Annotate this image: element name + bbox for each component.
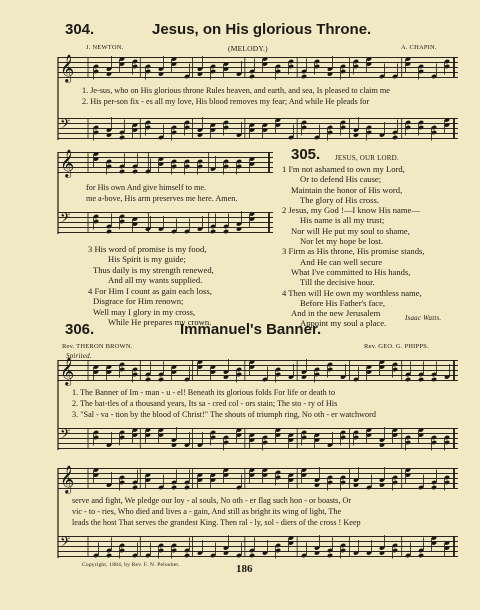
hymn-305-number: 305.: [291, 146, 321, 163]
verse-line: And in the new Jerusalem: [291, 308, 381, 319]
verse-line: Disgrace for Him renown;: [93, 296, 184, 307]
hymn-306-number: 306.: [65, 321, 95, 338]
note-head: [171, 485, 177, 490]
verse-line: His name is all my trust;: [300, 215, 385, 226]
note-head: [223, 550, 229, 555]
note-head: [249, 553, 255, 558]
hymn-304-author: J. NEWTON.: [86, 44, 124, 51]
note-head: [301, 74, 307, 79]
note-head: [132, 485, 138, 490]
verse-line: 4 Then will He own my worthless name,: [282, 287, 422, 298]
note-head: [158, 71, 164, 76]
hymn-306-title: Immanuel's Banner.: [180, 321, 322, 338]
note-head: [119, 169, 125, 174]
note-head: [197, 71, 203, 76]
note-head: [314, 482, 320, 487]
verse-line: Nor let my hope be lost.: [300, 236, 384, 247]
verse-line: Till the decisive hour.: [300, 277, 375, 288]
note-head: [379, 482, 385, 487]
treble-clef-icon: 𝄞: [60, 357, 75, 385]
note-head: [236, 226, 242, 231]
note-head: [158, 377, 164, 382]
note-head: [301, 374, 307, 379]
hymn-304-lyric-line-2: 2. His per-son fix - es all my love, His blood removes my fear; And while He pleads for: [82, 97, 370, 106]
verse-line: Well may I glory in my cross,: [93, 306, 196, 317]
verse-line: 2 Jesus, my God !—I know His name—: [282, 205, 420, 216]
hymn-305-author: Isaac Watts.: [405, 314, 442, 322]
note-head: [327, 71, 333, 76]
hymn-305-title: JESUS, OUR LORD.: [335, 154, 399, 162]
note-head: [249, 74, 255, 79]
note-head: [418, 553, 424, 558]
note-head: [418, 377, 424, 382]
note-head: [223, 229, 229, 234]
hymn-306-lyric-line-5: vic - to - ries, Who died and lives a - gain, And still as bright its wing of light, The: [72, 507, 342, 516]
verse-line: His Spirit is my guide;: [108, 254, 186, 265]
page-number: 186: [236, 563, 253, 575]
verse-line: Thus daily is my strength renewed,: [93, 264, 214, 275]
note-head: [106, 71, 112, 76]
hymn-304-title: Jesus, on His glorious Throne.: [152, 21, 372, 38]
hymn-306-composer: Rev. GEO. G. PHIPPS.: [364, 343, 429, 350]
verse-line: Or to defend His cause;: [300, 174, 382, 185]
treble-clef-icon: 𝄞: [60, 54, 75, 82]
note-head: [171, 442, 177, 447]
note-head: [210, 229, 216, 234]
note-head: [431, 377, 437, 382]
note-head: [132, 169, 138, 174]
verse-line: And all my wants supplied.: [108, 274, 203, 285]
verse-line: 4 For Him I count as gain each loss,: [88, 286, 212, 296]
note-head: [353, 482, 359, 487]
treble-clef-icon: 𝄞: [60, 465, 75, 493]
hymn-306-author: Rev. THERON BROWN.: [62, 343, 133, 350]
note-head: [392, 135, 398, 140]
hymn-304-lyric-line-1: 1. Je-sus, who on His glorious throne Rules heaven, and earth, and sea, Is pleased to claim me: [82, 86, 390, 95]
note-head: [379, 550, 385, 555]
verse-line: Maintain the honor of His word,: [291, 184, 403, 195]
verse-line: 3 His word of promise is my food,: [88, 244, 207, 254]
hymn-306-lyric-line-3: 3. "Sal - va - tion by the blood of Christ!" The shouts of triumph ring, No oth - er watchword: [72, 410, 376, 419]
verse-line: 3 Firm as His throne, His promise stands,: [282, 246, 425, 257]
bass-clef-icon: 𝄢: [60, 426, 71, 445]
hymn-306-lyric-line-4: serve and fight, We pledge our loy - al souls, No oth - er flag such hon - or boasts, Or: [72, 496, 352, 505]
verse-line: Nor will He put my soul to shame,: [291, 225, 410, 236]
note-head: [379, 442, 385, 447]
note-head: [223, 374, 229, 379]
note-head: [106, 553, 112, 558]
hymn-306-lyric-line-1: 1. The Banner of Im - man - u - el! Beneath its glorious folds For life or death to: [72, 388, 336, 397]
note-head: [106, 229, 112, 234]
verse-line: What I've committed to His hands,: [291, 266, 411, 277]
hymn-306-lyric-line-6: leads the host That serves the grandest King. Then ral - ly, sol - diers of the cross ! Keep: [72, 518, 361, 527]
copyright-note: Copyright, 1884, by Rev. F. N. Peloubet.: [82, 562, 180, 568]
note-head: [119, 135, 125, 140]
note-head: [314, 550, 320, 555]
verse-line: Appoint my soul a place.: [300, 318, 387, 329]
verse-line: 1 I'm not ashamed to own my Lord,: [282, 164, 405, 174]
note-head: [353, 132, 359, 137]
hymn-304-lyric-line-4: me a-bove, His arm preserves me here. Amen.: [86, 194, 238, 203]
note-head: [327, 553, 333, 558]
note-head: [184, 553, 190, 558]
note-head: [184, 485, 190, 490]
note-head: [106, 132, 112, 137]
note-head: [405, 377, 411, 382]
bass-clef-icon: 𝄢: [60, 116, 71, 135]
verse-line: And He can well secure: [300, 256, 383, 267]
note-head: [197, 132, 203, 137]
hymn-304-tune: (MELODY.): [228, 44, 268, 53]
hymn-304-composer: A. CHAPIN.: [401, 44, 437, 51]
verse-line: The glory of His cross.: [300, 194, 380, 205]
hymn-304-number: 304.: [65, 21, 95, 38]
treble-clef-icon: 𝄞: [60, 149, 75, 177]
bass-clef-icon: 𝄢: [60, 534, 71, 553]
hymn-304-lyric-line-3: for His own And give himself to me.: [86, 183, 207, 192]
note-head: [145, 377, 151, 382]
hymn-306-lyric-line-2: 2. The bat-tles of a thousand years, Its sa - cred col - ors stain; The sto - ry of His: [72, 399, 338, 408]
verse-line: Before His Father's face,: [300, 297, 386, 308]
hymn-306-tempo: Spirited.: [66, 352, 92, 360]
note-head: [431, 485, 437, 490]
verse-line: While He prepares my crown.: [108, 316, 212, 327]
bass-clef-icon: 𝄢: [60, 210, 71, 229]
